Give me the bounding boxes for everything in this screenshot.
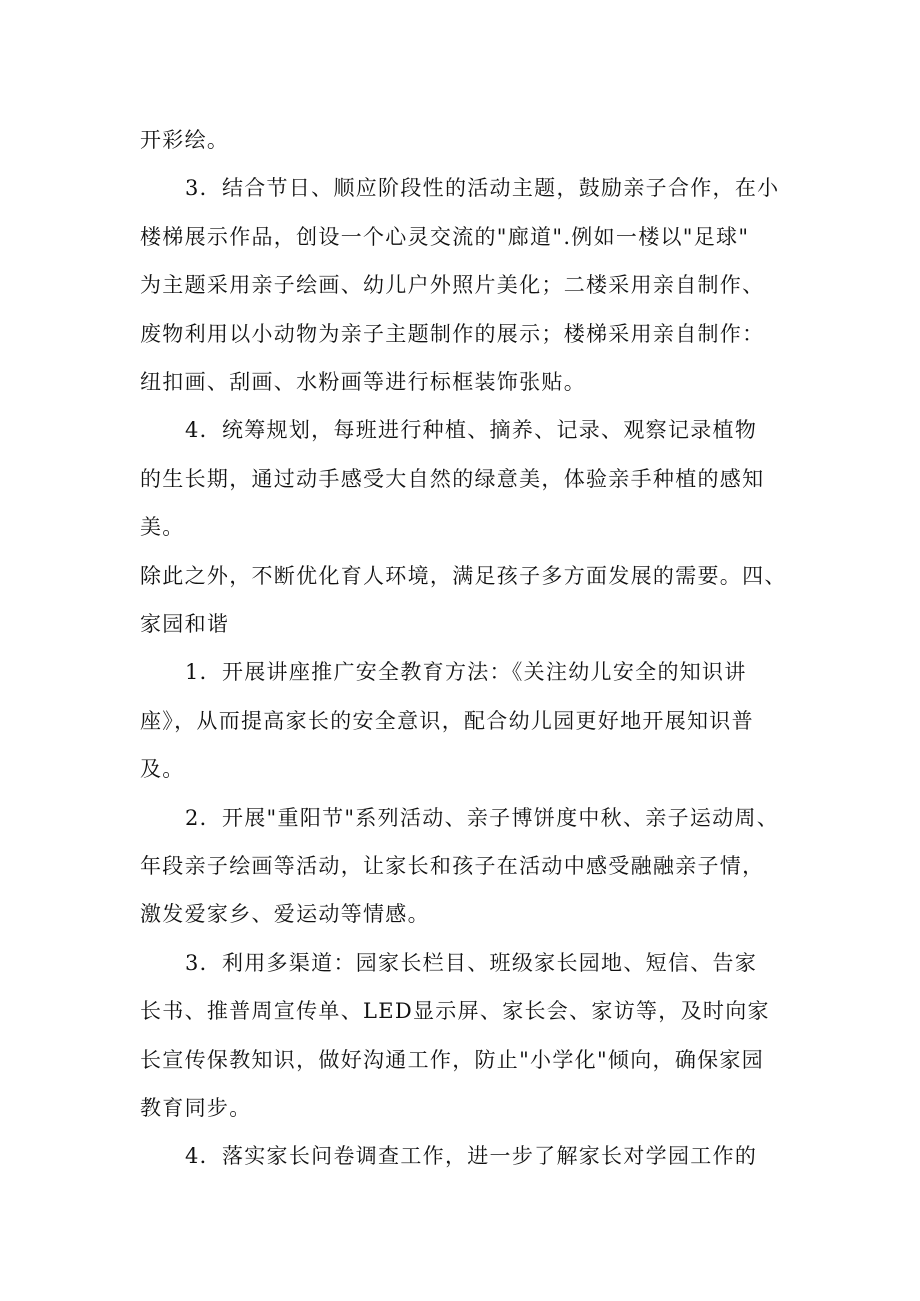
paragraph-4-start: 4．统筹规划，每班进行种植、摘养、记录、观察记录植物 — [185, 418, 758, 442]
text-line: 开彩绘。 — [140, 128, 230, 152]
paragraph-3-start: 3．结合节日、顺应阶段性的活动主题，鼓励亲子合作，在小 — [185, 176, 780, 200]
text-line: 长宣传保教知识，做好沟通工作，防止"小学化"倾向，确保家园 — [140, 1048, 765, 1072]
text-line: 纽扣画、刮画、水粉画等进行标框装饰张贴。 — [140, 370, 586, 394]
text-line: 的生长期，通过动手感受大自然的绿意美，体验亲手种植的感知 — [140, 467, 765, 491]
text-line: 废物利用以小动物为亲子主题制作的展示；楼梯采用亲自制作： — [140, 322, 765, 346]
text-line: 长书、推普周宣传单、LED显示屏、家长会、家访等，及时向家 — [140, 999, 770, 1023]
text-line: 美。 — [140, 515, 185, 539]
text-line: 为主题采用亲子绘画、幼儿户外照片美化；二楼采用亲自制作、 — [140, 273, 765, 297]
section-heading-family-harmony: 家园和谐 — [140, 612, 230, 636]
text-line: 楼梯展示作品，创设一个心灵交流的"廊道".例如一楼以"足球" — [140, 225, 750, 249]
summary-line: 除此之外，不断优化育人环境，满足孩子多方面发展的需要。四、 — [140, 564, 787, 588]
paragraph-2-start: 2．开展"重阳节"系列活动、亲子博饼度中秋、亲子运动周、 — [185, 806, 780, 830]
text-line: 及。 — [140, 757, 185, 781]
text-line: 座》，从而提高家长的安全意识，配合幼儿园更好地开展知识普 — [140, 709, 754, 733]
text-line: 教育同步。 — [140, 1096, 252, 1120]
paragraph-1-start: 1．开展讲座推广安全教育方法：《关注幼儿安全的知识讲 — [185, 660, 747, 684]
text-line: 年段亲子绘画等活动，让家长和孩子在活动中感受融融亲子情， — [140, 854, 765, 878]
paragraph-4b-start: 4．落实家长问卷调查工作，进一步了解家长对学园工作的 — [185, 1144, 758, 1168]
text-line: 激发爱家乡、爱运动等情感。 — [140, 902, 430, 926]
paragraph-3b-start: 3．利用多渠道：园家长栏目、班级家长园地、短信、告家 — [185, 951, 758, 975]
